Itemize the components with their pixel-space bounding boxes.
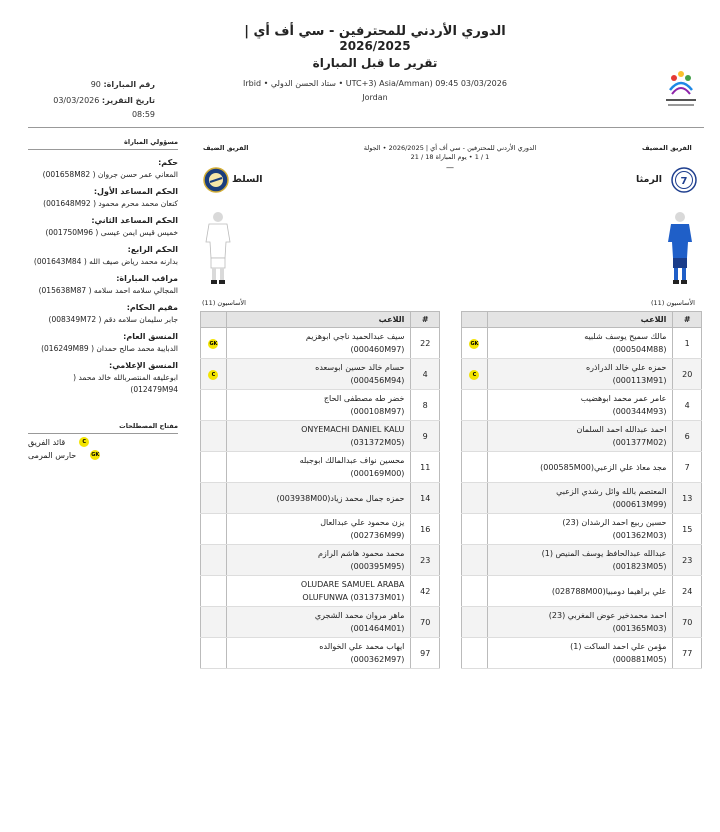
table-row bbox=[462, 328, 702, 359]
player-cell bbox=[226, 576, 410, 607]
player-name: عامر عمر محمد ابوهضيب bbox=[580, 394, 667, 403]
player-name: احمد عبدالله احمد السلمان bbox=[576, 425, 667, 434]
official-name: كنعان محمد محرم محمود ( 001648M92) bbox=[43, 199, 178, 208]
player-cell bbox=[226, 514, 410, 545]
player-name: OLUDARE SAMUEL ARABA bbox=[300, 580, 405, 589]
player-cell bbox=[487, 514, 673, 545]
player-cell bbox=[487, 359, 673, 390]
table-row bbox=[201, 607, 440, 638]
player-cell bbox=[487, 390, 673, 421]
player-name: محمد محمود هاشم الرازم bbox=[317, 549, 405, 558]
guest-lineup-body bbox=[201, 328, 440, 669]
badge-cell bbox=[201, 514, 227, 545]
player-cell bbox=[226, 359, 410, 390]
goalkeeper-badge: GK bbox=[91, 452, 100, 458]
player-cell bbox=[487, 452, 673, 483]
official-role: الحكم المساعد الأول: bbox=[93, 187, 178, 196]
venue-line: Irbid • ستاد الحسن الدولي • UTC+3) Asia/Amman) 09:45 03/03/2026 bbox=[243, 79, 507, 88]
table-row bbox=[462, 421, 702, 452]
official-role: حكم: bbox=[158, 158, 178, 167]
badge-cell bbox=[201, 359, 227, 390]
captain-badge: C bbox=[208, 370, 218, 380]
player-cell bbox=[487, 638, 673, 669]
table-row bbox=[462, 514, 702, 545]
shirt-number: 70 bbox=[673, 607, 702, 638]
player-col-header: اللاعب bbox=[487, 312, 673, 328]
table-row bbox=[201, 483, 440, 514]
player-cell bbox=[487, 607, 673, 638]
official-role: الحكم الرابع: bbox=[127, 245, 178, 254]
shirt-number: 20 bbox=[673, 359, 702, 390]
officials-heading: مسؤولي المباراة bbox=[28, 138, 178, 150]
score-placeholder: — bbox=[446, 163, 454, 172]
official-name: خميس قيس ايمن عيسى ( 001750M96) bbox=[45, 228, 178, 237]
badge-cell bbox=[201, 638, 227, 669]
official-role: المنسق العام: bbox=[123, 332, 178, 341]
host-team-label: الفريق المضيف bbox=[642, 144, 692, 152]
season: 2026/2025 bbox=[339, 39, 411, 53]
player-id: (001823M05) bbox=[612, 562, 667, 571]
player-id: (000460M97) bbox=[350, 345, 405, 354]
table-row bbox=[201, 390, 440, 421]
player-name: علي براهيما دومبيا(028788M00) bbox=[551, 586, 667, 596]
official-name: ابوعليقه المنتصربالله خالد محمد ( 012479M94) bbox=[73, 373, 178, 394]
player-name: حمزه علي خالد الدراذره bbox=[585, 363, 667, 372]
player-name: مجد معاذ علي الزعبي(000585M00) bbox=[540, 462, 667, 472]
player-cell bbox=[226, 452, 410, 483]
table-row bbox=[462, 483, 702, 514]
badge-cell bbox=[201, 452, 227, 483]
official-role: الحكم المساعد الثاني: bbox=[91, 216, 178, 225]
player-name: حسين ربيع احمد الرشدان (23) bbox=[562, 518, 667, 527]
svg-text:7: 7 bbox=[680, 176, 688, 187]
shirt-number: 7 bbox=[673, 452, 702, 483]
player-name: ايهاب محمد علي الخوالده bbox=[319, 642, 405, 651]
player-id: (001365M03) bbox=[612, 624, 667, 633]
goalkeeper-badge: GK bbox=[470, 340, 479, 347]
player-name: ماهر مروان محمد الشجري bbox=[314, 611, 405, 620]
table-row bbox=[201, 545, 440, 576]
official-name: بدارنه محمد رياض صيف الله ( 001643M84) bbox=[33, 257, 178, 266]
badge-cell bbox=[201, 545, 227, 576]
guest-team-name: السلط bbox=[232, 174, 263, 185]
player-name: احمد محمدخير عوض المغربي (23) bbox=[548, 611, 667, 620]
official-name: المجالي سلامه احمد سلامه ( 015638M87) bbox=[38, 286, 178, 295]
table-row bbox=[462, 390, 702, 421]
player-cell bbox=[226, 483, 410, 514]
badge-cell bbox=[201, 390, 227, 421]
host-kit-icon bbox=[666, 210, 694, 290]
table-row bbox=[201, 452, 440, 483]
official-role: المنسق الإعلامي: bbox=[109, 361, 178, 370]
player-name: محسين نواف عبدالمالك ابوجبله bbox=[299, 456, 405, 465]
badge-cell bbox=[462, 390, 488, 421]
player-name: مؤمن علي احمد الساكت (1) bbox=[570, 642, 667, 651]
round-line: 1 / 1 • يوم المباراة 18 / 21 bbox=[410, 153, 490, 161]
competition-line: الدوري الأردني للمحترفين - سي أف أي | 2026/2025 • الجولة bbox=[363, 144, 537, 152]
player-id: (000613M99) bbox=[612, 500, 667, 509]
player-cell bbox=[487, 421, 673, 452]
table-row bbox=[462, 576, 702, 607]
table-row bbox=[462, 607, 702, 638]
legend-item bbox=[28, 450, 178, 460]
badge-cell bbox=[462, 359, 488, 390]
num-col-header: # bbox=[673, 312, 702, 328]
shirt-number: 77 bbox=[673, 638, 702, 669]
host-lineup-body bbox=[462, 328, 702, 669]
badge-col-header bbox=[462, 312, 488, 328]
player-id: (000504M88) bbox=[612, 345, 667, 354]
official-name: الدبايبة محمد صالح حمدان ( 016249M89) bbox=[41, 344, 178, 353]
badge-cell bbox=[201, 483, 227, 514]
report-date: تاريخ التقرير: 03/03/2026 bbox=[53, 96, 155, 105]
player-id: (000395M95) bbox=[350, 562, 405, 571]
officials-list bbox=[28, 158, 178, 396]
player-name: عبدالله عبدالحافظ يوسف المنيص (1) bbox=[541, 549, 667, 558]
player-name: ONYEMACHI DANIEL KALU bbox=[301, 425, 405, 434]
player-cell bbox=[226, 545, 410, 576]
badge-col-header bbox=[201, 312, 227, 328]
shirt-number: 22 bbox=[411, 328, 440, 359]
table-row bbox=[201, 576, 440, 607]
header-divider bbox=[28, 127, 704, 128]
shirt-number: 4 bbox=[673, 390, 702, 421]
player-col-header: اللاعب bbox=[226, 312, 410, 328]
shirt-number: 23 bbox=[673, 545, 702, 576]
captain-badge: C bbox=[469, 370, 479, 380]
player-cell bbox=[487, 328, 673, 359]
shirt-number: 13 bbox=[673, 483, 702, 514]
host-team-name: الرمثا bbox=[636, 174, 663, 185]
player-name: حسام خالد حسين ابوسعده bbox=[315, 363, 405, 372]
shirt-number: 15 bbox=[673, 514, 702, 545]
player-cell bbox=[226, 421, 410, 452]
player-name: المعتصم بالله وائل رشدي الزعبي bbox=[556, 487, 667, 496]
badge-cell bbox=[462, 638, 488, 669]
badge-cell bbox=[201, 607, 227, 638]
player-cell bbox=[226, 607, 410, 638]
badge-cell bbox=[462, 607, 488, 638]
player-id: (000108M97) bbox=[350, 407, 405, 416]
player-cell bbox=[487, 483, 673, 514]
player-id: (000344M93) bbox=[612, 407, 667, 416]
player-id: (000881M05) bbox=[612, 655, 667, 664]
badge-cell bbox=[462, 452, 488, 483]
host-lineup-table bbox=[461, 311, 702, 669]
player-id: (001464M01) bbox=[350, 624, 405, 633]
table-row bbox=[201, 514, 440, 545]
host-lineup-label: الأساسيون (11) bbox=[651, 299, 695, 307]
badge-cell bbox=[462, 514, 488, 545]
report-title: تقرير ما قبل المباراة bbox=[312, 56, 438, 70]
table-row bbox=[201, 328, 440, 359]
player-id: (000169M00) bbox=[350, 469, 405, 478]
league-logo-icon bbox=[660, 68, 702, 110]
player-name: خضر طه مصطفى الحاج bbox=[323, 394, 405, 403]
table-row bbox=[201, 638, 440, 669]
table-row bbox=[462, 359, 702, 390]
captain-badge: C bbox=[79, 437, 89, 447]
shirt-number: 24 bbox=[673, 576, 702, 607]
legend-label: حارس المرمى bbox=[28, 450, 77, 460]
player-id: (000113M91) bbox=[612, 376, 667, 385]
player-id: (031372M05) bbox=[350, 438, 405, 447]
player-name: سيف عبدالحميد ناجي ابوهزيم bbox=[305, 332, 405, 341]
player-id: (002736M99) bbox=[350, 531, 405, 540]
table-row bbox=[201, 359, 440, 390]
badge-cell bbox=[462, 545, 488, 576]
num-col-header: # bbox=[411, 312, 440, 328]
shirt-number: 11 bbox=[411, 452, 440, 483]
player-id: OLUFUNWA (031373M01) bbox=[302, 593, 405, 602]
match-number: رقم المباراة: 90 bbox=[90, 80, 155, 89]
player-cell bbox=[226, 638, 410, 669]
player-cell bbox=[226, 390, 410, 421]
player-name: يزن محمود علي عبدالعال bbox=[320, 518, 405, 527]
official-name: جابر سليمان سلامه دقم ( 008349M72) bbox=[48, 315, 178, 324]
badge-cell bbox=[462, 576, 488, 607]
shirt-number: 8 bbox=[411, 390, 440, 421]
guest-lineup-label: الأساسيون (11) bbox=[202, 299, 246, 307]
shirt-number: 1 bbox=[673, 328, 702, 359]
official-role: مقيم الحكام: bbox=[126, 303, 178, 312]
player-id: (001362M03) bbox=[612, 531, 667, 540]
guest-team-label: الفريق الضيف bbox=[203, 144, 249, 152]
badge-cell bbox=[462, 328, 488, 359]
badge-cell bbox=[201, 421, 227, 452]
player-cell bbox=[226, 328, 410, 359]
shirt-number: 9 bbox=[411, 421, 440, 452]
legend-heading: مفتاح المصطلحات bbox=[28, 422, 178, 434]
player-name: مالك سميح يوسف شلبيه bbox=[584, 332, 667, 341]
player-id: (001377M02) bbox=[612, 438, 667, 447]
table-row bbox=[462, 545, 702, 576]
officials-panel bbox=[28, 138, 178, 460]
badge-cell bbox=[462, 421, 488, 452]
badge-cell bbox=[462, 483, 488, 514]
legend-label: قائد الفريق bbox=[28, 437, 66, 447]
legend-item bbox=[28, 437, 178, 447]
report-time: 08:59 bbox=[131, 110, 155, 119]
goalkeeper-badge: GK bbox=[209, 340, 218, 347]
shirt-number: 14 bbox=[411, 483, 440, 514]
official-name: المعاني عمر حسن جروان ( 001658M82) bbox=[42, 170, 178, 179]
guest-kit-icon bbox=[204, 210, 232, 290]
player-cell bbox=[487, 576, 673, 607]
official-role: مراقب المباراة: bbox=[116, 274, 178, 283]
player-id: (000456M94) bbox=[350, 376, 405, 385]
shirt-number: 70 bbox=[411, 607, 440, 638]
player-name: حمزه جمال محمد زياد(003938M00) bbox=[276, 493, 405, 503]
badge-cell bbox=[201, 576, 227, 607]
shirt-number: 4 bbox=[411, 359, 440, 390]
badge-cell bbox=[201, 328, 227, 359]
host-crest-icon bbox=[671, 167, 697, 193]
player-cell bbox=[487, 545, 673, 576]
shirt-number: 97 bbox=[411, 638, 440, 669]
guest-lineup-table bbox=[200, 311, 440, 669]
table-row bbox=[462, 452, 702, 483]
player-id: (000362M97) bbox=[350, 655, 405, 664]
guest-crest-icon bbox=[203, 167, 229, 193]
shirt-number: 6 bbox=[673, 421, 702, 452]
shirt-number: 42 bbox=[411, 576, 440, 607]
table-row bbox=[462, 638, 702, 669]
legend-list bbox=[28, 437, 178, 460]
shirt-number: 23 bbox=[411, 545, 440, 576]
table-row bbox=[201, 421, 440, 452]
shirt-number: 16 bbox=[411, 514, 440, 545]
country: Jordan bbox=[362, 93, 388, 102]
league-title: الدوري الأردني للمحترفين - سي أف أي | bbox=[244, 24, 506, 39]
